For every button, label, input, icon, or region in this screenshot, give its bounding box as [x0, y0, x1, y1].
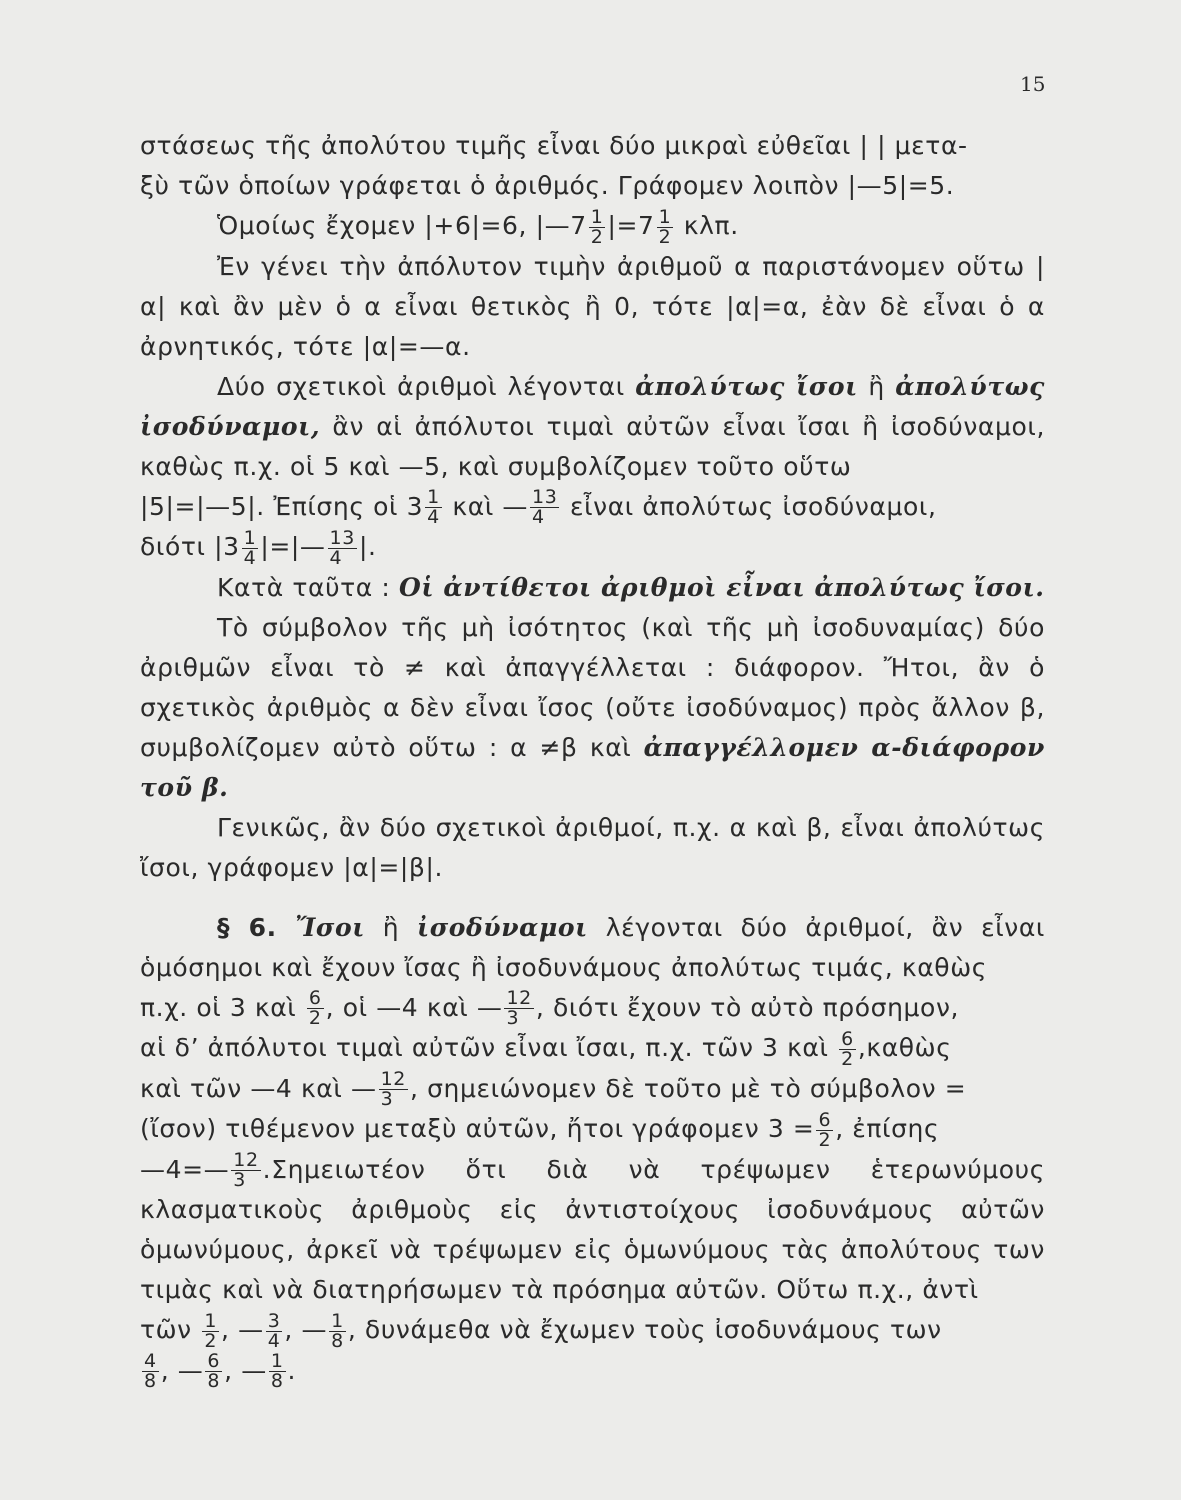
fraction: $\frac{6}{8}$: [207, 1350, 221, 1392]
paragraph-4-cont: |5|=|—5|. Ἐπίσης οἱ 3 $\frac{1}{4}$ καὶ — $\frac{13}{4}$ εἶναι ἀπολύτως ἰσοδύναμοι,: [140, 486, 937, 528]
paragraph-5: Κατὰ ταῦτα : Οἱ ἀντίθετοι ἀριθμοὶ εἶναι ἀπολύτως ἴσοι.: [217, 572, 1045, 602]
fraction: $\frac{4}{8}$: [144, 1350, 157, 1392]
fraction: $\frac{13}{4}$: [329, 526, 355, 569]
section-6: § 6. Ἴσοι ἢ ἰσοδύναμοι λέγονται δύο ἀριθμοί, ἂν εἶναι ὁμόσημοι καὶ ἔχουν ἴσας ἢ ἰσοδυνάμους ἀπολύτως τιμάς, καθὼς: [140, 912, 1045, 982]
paragraph-2: Ὁμοίως ἔχομεν |+6|=6, |—7 $\frac{1}{2}$ |=7 $\frac{1}{2}$ κλπ.: [217, 205, 739, 248]
paragraph-1-line-1: στάσεως τῆς ἀπολύτου τιμῆς εἶναι δύο μικραὶ εὐθεῖαι | | μετα-: [140, 131, 968, 160]
section-6-line-3: π.χ. οἱ 3 καὶ $\frac{6}{2}$ , οἱ —4 καὶ — $\frac{12}{3}$ , διότι ἔχουν τὸ αὐτὸ πρόσημον,: [140, 987, 960, 1029]
section-6-line-6: (ἴσον) τιθέμενον μεταξὺ αὐτῶν, ἤτοι γράφομεν 3 = $\frac{6}{2}$ , ἐπίσης: [140, 1108, 940, 1151]
fraction: $\frac{12}{3}$: [380, 1068, 406, 1110]
fraction: $\frac{6}{2}$: [841, 1027, 854, 1070]
page-number: 15: [1020, 72, 1046, 96]
fraction: $\frac{1}{2}$: [204, 1309, 218, 1352]
paragraph-4: Δύο σχετικοὶ ἀριθμοὶ λέγονται ἀπολύτως ἴσοι ἢ ἀπολύτως ἰσοδύναμοι, ἂν αἱ ἀπόλυτοι τιμαὶ αὐτῶν εἶναι ἴσαι ἢ ἰσοδύναμοι, καθὼς π.χ. οἱ 5 καὶ —5, καὶ συμβολίζομεν τοῦτο οὕτω: [140, 371, 1045, 481]
fraction: $\frac{1}{2}$: [658, 205, 672, 248]
fraction: $\frac{1}{2}$: [590, 205, 604, 248]
section-6-line-7: —4=— $\frac{12}{3}$ .Σημειωτέον ὅτι διὰ νὰ τρέψωμεν ἑτερωνύμους κλασματικοὺς ἀριθμοὺς εἰς ἀντιστοίχους ἰσοδυνάμους αὐτῶν ὁμωνύμους, ἀρκεῖ νὰ τρέψωμεν εἰς ὁμωνύμους τὰς ἀπολύτους των τιμὰς καὶ νὰ διατηρήσωμεν τὰ πρόσημα αὐτῶν. Οὕτω π.χ., ἀντὶ: [140, 1149, 1045, 1304]
fraction: $\frac{1}{8}$: [270, 1350, 284, 1392]
section-6-line-12: $\frac{4}{8}$ , — $\frac{6}{8}$ , — $\frac{1}{8}$ .: [144, 1350, 297, 1392]
section-6-line-11: τῶν $\frac{1}{2}$ , — $\frac{3}{4}$ , — $\frac{1}{8}$ , δυνάμεθα νὰ ἔχωμεν τοὺς ἰσοδυνάμους των: [140, 1309, 942, 1352]
fraction: $\frac{6}{2}$: [308, 987, 322, 1029]
paragraph-3: Ἐν γένει τὴν ἀπόλυτον τιμὴν ἀριθμοῦ α παριστάνομεν οὕτω |α| καὶ ἂν μὲν ὁ α εἶναι θετικὸς ἢ 0, τότε |α|=α, ἐὰν δὲ εἶναι ὁ α ἀρνητικός, τότε |α|=—α.: [140, 251, 1045, 361]
fraction: $\frac{3}{4}$: [267, 1309, 281, 1352]
fraction: $\frac{6}{2}$: [818, 1108, 832, 1151]
fraction: $\frac{1}{8}$: [331, 1309, 344, 1352]
paragraph-6: Τὸ σύμβολον τῆς μὴ ἰσότητος (καὶ τῆς μὴ ἰσοδυναμίας) δύο ἀριθμῶν εἶναι τὸ ≠ καὶ ἀπαγγέλλεται : διάφορον. Ἤτοι, ἂν ὁ σχετικὸς ἀριθμὸς α δὲν εἶναι ἴσος (οὔτε ἰσοδύναμος) πρὸς ἄλλον β, συμβολίζομεν αὐτὸ οὕτω : α ≠β καὶ ἀπαγγέλλομεν α-διάφορον τοῦ β.: [140, 612, 1045, 802]
fraction: $\frac{12}{3}$: [506, 987, 532, 1029]
fraction: $\frac{1}{4}$: [427, 486, 440, 528]
page-body: [140, 126, 1045, 1391]
fraction: $\frac{12}{3}$: [233, 1149, 259, 1191]
fraction: $\frac{13}{4}$: [532, 486, 558, 528]
paragraph-7: Γενικῶς, ἂν δύο σχετικοὶ ἀριθμοί, π.χ. α καὶ β, εἶναι ἀπολύτως ἴσοι, γράφομεν |α|=|β|.: [140, 812, 1045, 882]
fraction: $\frac{1}{4}$: [243, 526, 257, 569]
section-6-line-4: αἱ δ’ ἀπόλυτοι τιμαὶ αὐτῶν εἶναι ἴσαι, π.χ. τῶν 3 καὶ $\frac{6}{2}$ ,καθὼς: [140, 1027, 952, 1070]
paragraph-4-end: διότι |3 $\frac{1}{4}$ |=|— $\frac{13}{4}$ |.: [140, 526, 377, 569]
section-6-line-5: καὶ τῶν —4 καὶ — $\frac{12}{3}$ , σημειώνομεν δὲ τοῦτο μὲ τὸ σύμβολον =: [140, 1068, 967, 1110]
paragraph-1-line-2: ξὺ τῶν ὁποίων γράφεται ὁ ἀριθμός. Γράφομεν λοιπὸν |—5|=5.: [140, 171, 955, 200]
